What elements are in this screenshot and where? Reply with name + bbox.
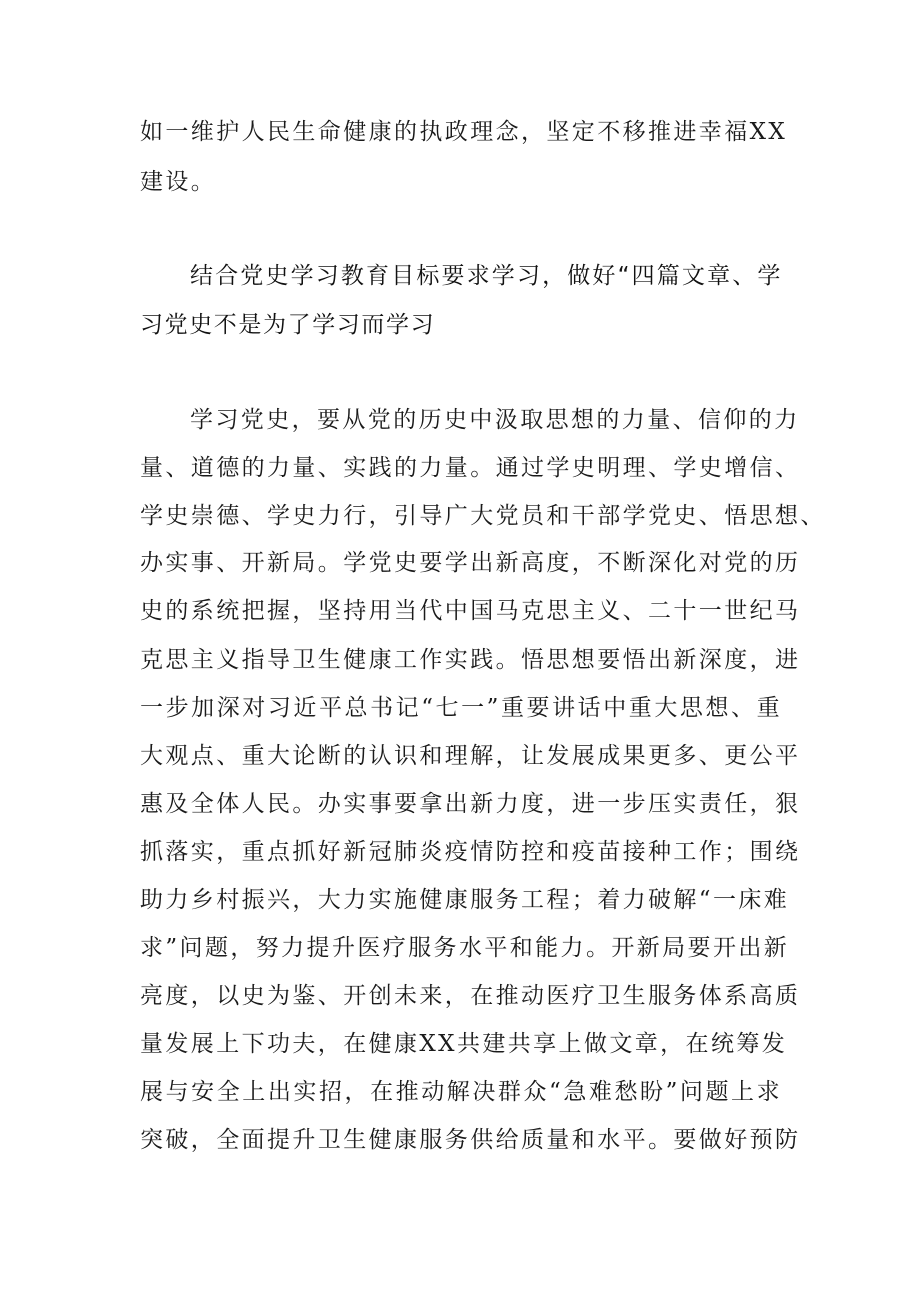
text-line: 突破，全面提升卫生健康服务供给质量和水平。要做好预防 (140, 1127, 801, 1153)
text-line: 求”问题，努力提升医疗服务水平和能力。开新局要开出新 (140, 935, 790, 961)
text-line: 惠及全体人民。办实事要拿出新力度，进一步压实责任，狠 (140, 791, 801, 817)
text-line: 史的系统把握，坚持用当代中国马克思主义、二十一世纪马 (140, 598, 801, 624)
text-line: 大观点、重大论断的认识和理解，让发展成果更多、更公平 (140, 743, 801, 769)
heading-line: 习党史不是为了学习而学习 (140, 312, 436, 338)
text-line: 抓落实，重点抓好新冠肺炎疫情防控和疫苗接种工作；围绕 (140, 839, 801, 865)
text-line: 建设。 (140, 169, 217, 195)
text-line: 量发展上下功夫，在健康XX共建共享上做文章，在统筹发 (140, 1031, 788, 1057)
text-line: 如一维护人民生命健康的执政理念，坚定不移推进幸福XX (140, 119, 788, 145)
text-line: 助力乡村振兴，大力实施健康服务工程；着力破解“一床难 (140, 887, 790, 913)
text-line: 展与安全上出实招，在推动解决群众“急难愁盼”问题上求 (140, 1079, 782, 1105)
text-line: 克思主义指导卫生健康工作实践。悟思想要悟出新深度，进 (140, 647, 801, 673)
text-line: 办实事、开新局。学党史要学出新高度，不断深化对党的历 (140, 550, 801, 576)
text-line: 学史崇德、学史力行，引导广大党员和干部学党史、悟思想、 (140, 503, 826, 529)
text-line: 量、道德的力量、实践的力量。通过学史明理、学史增信、 (140, 455, 801, 481)
heading-line: 结合党史学习教育目标要求学习，做好“四篇文章、学 (190, 263, 782, 289)
text-line: 一步加深对习近平总书记“七一”重要讲话中重大思想、重 (140, 695, 782, 721)
text-line: 学习党史，要从党的历史中汲取思想的力量、信仰的力 (190, 407, 800, 433)
text-line: 亮度，以史为鉴、开创未来，在推动医疗卫生服务体系高质 (140, 983, 801, 1009)
